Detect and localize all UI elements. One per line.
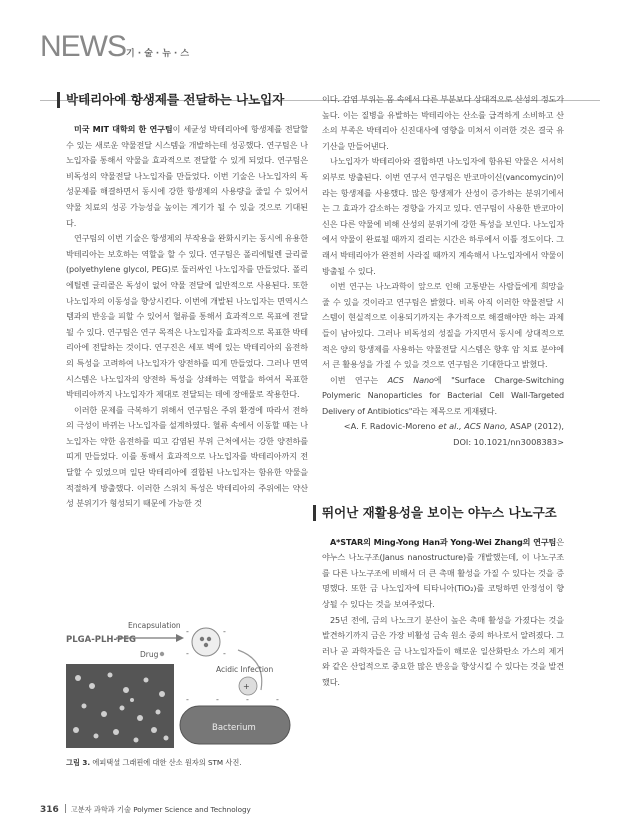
reference-line-2: DOI: 10.1021/nn3008383> xyxy=(453,437,564,448)
np-core-3 xyxy=(204,643,208,647)
article1-paragraph-1: 미국 MIT 대학의 한 연구팀이 세균성 박테리아에 항생제를 전달할 수 있는 새로운 약물전달 시스템을 개발하는데 성공했다. 연구팀은 나노입자를 통해서 약물을 효과적으로 전달할 수 있게 되었다. 연구팀은 비독성의 약물전달 나노입자를 만들었다. 이번 기술은 나노입자의 독성문제를 해결하면서 동시에 강한 항생제의 사용량을 줄일 수 있어서 약물 치료의 성공 가능성을 높이는 계기가 될 수 있을 것으로 기대된다. xyxy=(66,124,308,228)
bact-minus-4: - xyxy=(276,695,279,704)
section-title: NEWS xyxy=(40,30,126,63)
np-minus-2: - xyxy=(223,627,226,636)
article1-paragraph-3-continued: 이다. 감염 부위는 몸 속에서 다른 부분보다 상대적으로 산성의 정도가 높다. 이는 질병을 유발하는 박테리아는 산소를 급격하게 소비하고 산소의 부족은 박테리아 신진대사에 영향을 미쳐서 이러한 것은 결국 유기산을 만들어낸다. xyxy=(322,94,564,151)
label-plga: PLGA-PLH-PEG xyxy=(66,635,137,645)
np-minus-4: - xyxy=(223,649,226,658)
figure-diagram xyxy=(66,620,308,748)
page-number: 316 xyxy=(40,805,59,815)
section-subtitle: 기·술·뉴·스 xyxy=(126,49,193,59)
bact-minus-1: - xyxy=(186,695,189,704)
label-encapsulation: Encapsulation xyxy=(128,621,181,630)
np-core-2 xyxy=(207,637,211,641)
page-footer xyxy=(40,804,251,815)
article1-paragraph-3: 이러한 문제를 극복하기 위해서 연구팀은 주위 환경에 따라서 전하의 극성이 바뀌는 나노입자를 설계하였다. 혈류 속에서 이동할 때는 나노입자는 약한 음전하를 띠고 감염된 부위 근처에서는 강한 양전하를 띠게 만들었다. 이를 통해서 효과적으로 나노입자를 박테리아까지 전달할 수 있었으며 일단 박테리아에 결합된 나노입자는 함유한 약물을 적절하게 방출했다. 이러한 스위치 특성은 박테리아의 주위에는 약산성 분위기가 형성되기 때문에 가능한 것 xyxy=(66,404,308,509)
right-column xyxy=(322,92,564,691)
article2-paragraph-2: 25년 전에, 금의 나노크기 분산이 높은 촉매 활성을 가졌다는 것을 발견하기까지 금은 가장 비활성 금속 원소 중의 하나로서 알려졌다. 그러나 곧 과학자들은 금 나노입자들이 해로운 일산화탄소 가스의 제거와 같은 산업적으로 중요한 많은 반응을 향상시킬 수 있다는 것을 발견했다. xyxy=(322,614,564,687)
article1-paragraph-2: 연구팀의 이번 기술은 항생제의 부작용을 완화시키는 동시에 유용한 박테리아는 보호하는 역할을 할 수 있다. 연구팀은 폴리에틸렌 글리콜(polyethylene glycol, PEG)로 둘러싸인 나노입자를 만들었다. 폴리에틸렌 글리콜은 독성이 없어 약물 전달에 일반적으로 사용된다. 또한 나노입자의 이동성을 향상시킨다. 이번에 개발된 나노입자는 면역시스템과의 반응을 피할 수 있어서 혈류를 통해서 효과적으로 목표에 전달될 수 있다. 연구팀은 연구 목적은 나노입자를 효과적으로 목표한 박테리아에 전달하는 것이다. 연구진은 세포 벽에 있는 박테리아의 음전하의 특성을 고려하여 나노입자가 양전하를 띠게 만들었다. 그러나 면역시스템은 나노입자의 양전하 특성을 상쇄하는 역할을 하여서 목표한 박테리아까지 나노입자가 제대로 전달되는 데에 장애물로 작용한다. xyxy=(66,233,308,400)
article2-lead: A*STAR의 Ming-Yong Han과 Yong-Wei Zhang의 연구팀 xyxy=(330,536,557,547)
label-drug: Drug xyxy=(140,650,159,659)
np-minus-1: - xyxy=(186,627,189,636)
label-acidic: Acidic Infection xyxy=(216,665,274,674)
article1-lead: 미국 MIT 대학의 한 연구팀 xyxy=(74,124,173,134)
drug-dot xyxy=(160,652,164,656)
encapsulation-arrowhead xyxy=(176,634,184,642)
switched-plus: + xyxy=(243,682,250,691)
article1-paragraph-4: 나노입자가 박테리아와 결합하면 나노입자에 함유된 약물은 서서히 외부로 방출된다. 이번 연구서 연구팀은 반코마이신(vancomycin)이라는 항생제를 사용했다. 많은 항생제가 산성이 증가하는 분위기에서는 그 효과가 감소하는 경향을 가지고 있다. 연구팀이 사용한 반코마이신은 다른 약물에 비해 산성의 분위기에 강한 특성을 보인다. 나노입자에서 약물이 완료될 때까지 걸리는 시간은 하루에서 이틀 정도이다. 그래서 박테리아가 완전히 사라질 때까지 계속해서 나노입자에서 약물이 방출될 수 있다. xyxy=(322,156,564,276)
np-core-1 xyxy=(200,637,204,641)
article1-paragraph-5: 이번 연구는 나노과학이 앞으로 인해 고통받는 사람들에게 희망을 줄 수 있을 것이라고 연구팀은 밝혔다. 비록 아직 이러한 약물전달 시스템이 현실적으로 이용되기까지는 추가적으로 해결해야만 하는 과제들이 남아있다. 그러나 비독성의 성질을 가지면서 동시에 상대적으로 적은 양의 항생제를 사용하는 약물전달 시스템은 향후 암 치료 분야에서 큰 활용성을 가질 수 있을 것으로 연구팀은 기대한다고 밝혔다. xyxy=(322,281,564,370)
footer-separator xyxy=(65,804,66,813)
left-column xyxy=(66,92,308,512)
nanoparticle xyxy=(192,628,220,656)
bact-minus-2: - xyxy=(216,695,219,704)
np-minus-3: - xyxy=(186,649,189,658)
article1-paragraph-6: 이번 연구는 ACS Nano에 "Surface Charge-Switching Polymeric Nanoparticles for Bacterial Cell Wall-Targeted Delivery of Antibiotics"라는 제목으로 게재됐다. xyxy=(322,374,564,416)
article2-paragraph-1: A*STAR의 Ming-Yong Han과 Yong-Wei Zhang의 연구팀은 야누스 나노구조(Janus nanostructure)를 개발했는데, 이 나노구조를 다른 나노구조에 비해서 더 큰 촉매 활성을 가질 수 있다는 것을 증명했다. 또한 금 나노입자에 티타니아(TiO₂)를 코팅하면 안정성이 향상될 수 있다는 것을 보여주었다. xyxy=(322,536,564,610)
journal-title: 고분자 과학과 기술 Polymer Science and Technology xyxy=(70,805,251,814)
reference-line-1: <A. F. Radovic-Moreno et al., ACS Nano, ASAP (2012), xyxy=(343,421,564,432)
bact-minus-3: - xyxy=(246,695,249,704)
label-bacterium: Bacterium xyxy=(212,723,256,733)
article2-title: 뛰어난 재활용성을 보이는 야누스 나노구조 xyxy=(313,505,564,521)
article1-title: 박테리아에 항생제를 전달하는 나노입자 xyxy=(57,92,308,108)
figure-caption: 그림 3. 에피택셜 그래핀에 대한 산소 원자의 STM 사진. xyxy=(66,758,242,767)
journal-name: ACS Nano xyxy=(387,374,434,385)
figure-svg xyxy=(66,620,308,748)
